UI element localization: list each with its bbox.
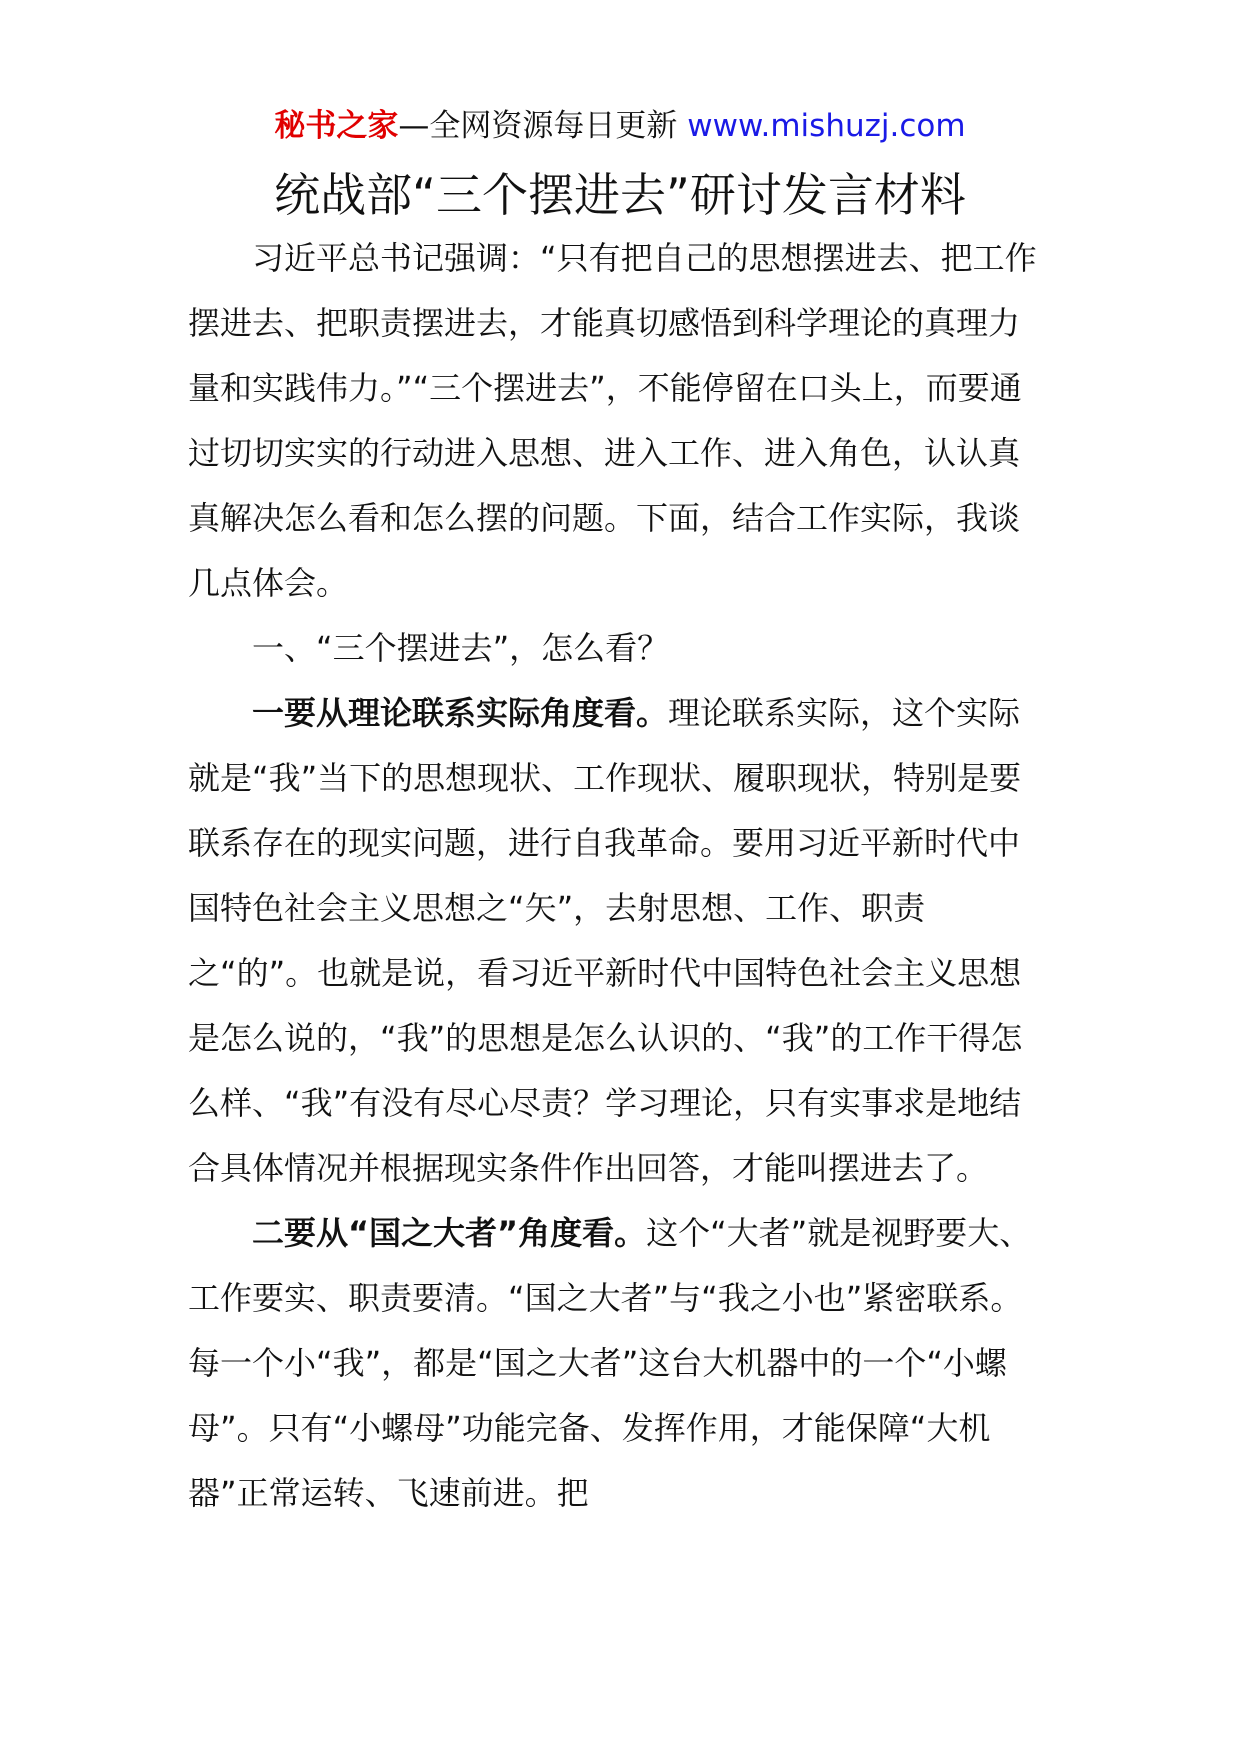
point-two-text: 这个“大者”就是视野要大、工作要实、职责要清。“国之大者”与“我之小也”紧密联系。每一个小“我”，都是“国之大者”这台大机器中的一个“小螺母”。只有“小螺母”功能完备、发挥作用，才能保障“大机器”正常运转、飞速前进。把 <box>188 1214 1032 1512</box>
brand-name: 秘书之家 <box>274 108 399 144</box>
point-two-lead: 二要从“国之大者”角度看。 <box>252 1214 647 1252</box>
section-heading: 一、“三个摆进去”，怎么看？ <box>252 629 670 667</box>
site-header <box>0 102 1240 150</box>
document-body <box>188 226 1048 1526</box>
site-url-link[interactable]: www.mishuzj.com <box>687 108 966 144</box>
header-tagline: —全网资源每日更新 <box>398 108 688 144</box>
intro-paragraph: 习近平总书记强调：“只有把自己的思想摆进去、把工作摆进去、把职责摆进去，才能真切感悟到科学理论的真理力量和实践伟力。”“三个摆进去”，不能停留在口头上，而要通过切切实实的行动进入思想、进入工作、进入角色，认认真真解决怎么看和怎么摆的问题。下面，结合工作实际，我谈几点体会。 <box>188 239 1037 602</box>
document-title: 统战部“三个摆进去”研讨发言材料 <box>274 168 966 222</box>
point-one-lead: 一要从理论联系实际角度看。 <box>252 694 669 732</box>
point-one-text: 理论联系实际，这个实际就是“我”当下的思想现状、工作现状、履职现状，特别是要联系存在的现实问题，进行自我革命。要用习近平新时代中国特色社会主义思想之“矢”，去射思想、工作、职责之“的”。也就是说，看习近平新时代中国特色社会主义思想是怎么说的，“我”的思想是怎么认识的、“我”的工作干得怎么样、“我”有没有尽心尽责？学习理论，只有实事求是地结合具体情况并根据现实条件作出回答，才能叫摆进去了。 <box>188 694 1023 1187</box>
point-one-paragraph <box>188 681 1048 1201</box>
point-two-paragraph <box>188 1201 1048 1526</box>
